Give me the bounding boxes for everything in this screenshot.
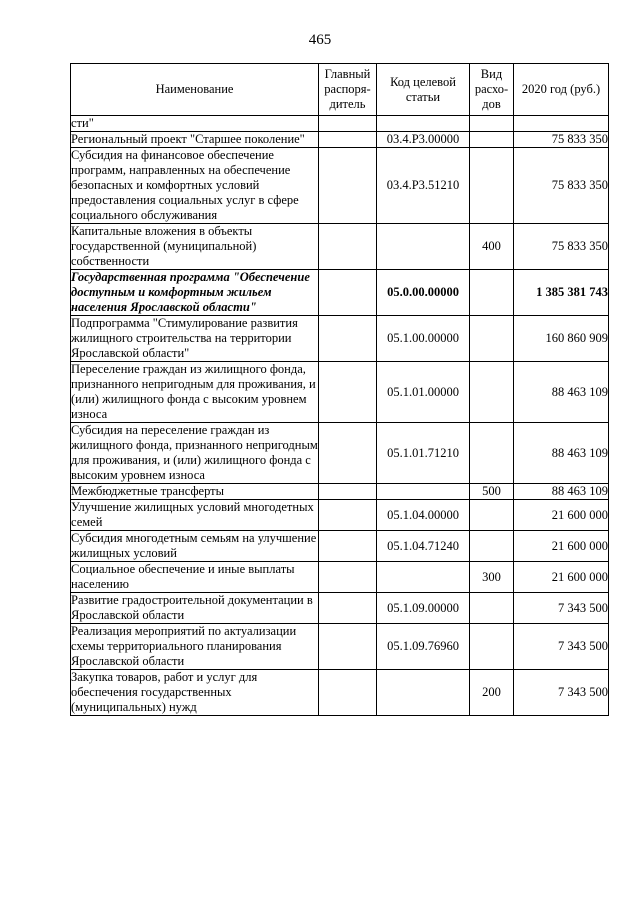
row-code: 05.0.00.00000 — [377, 270, 470, 316]
table-row — [71, 132, 609, 148]
row-kind: 200 — [470, 670, 514, 716]
row-amount: 7 343 500 — [514, 624, 609, 670]
row-kind — [470, 132, 514, 148]
table-row — [71, 531, 609, 562]
row-kind — [470, 531, 514, 562]
row-code — [377, 562, 470, 593]
row-name: Закупка товаров, работ и услуг для обеспечения государственных (муниципальных) нужд — [71, 670, 319, 716]
row-code: 05.1.09.00000 — [377, 593, 470, 624]
row-kind: 500 — [470, 484, 514, 500]
row-code: 05.1.04.71240 — [377, 531, 470, 562]
row-kind — [470, 148, 514, 224]
row-name: Региональный проект "Старшее поколение" — [71, 132, 319, 148]
row-kind — [470, 593, 514, 624]
row-kind — [470, 316, 514, 362]
budget-table — [70, 63, 609, 716]
row-amount: 21 600 000 — [514, 562, 609, 593]
table-body — [71, 116, 609, 716]
row-code: 03.4.P3.00000 — [377, 132, 470, 148]
row-amount: 75 833 350 — [514, 148, 609, 224]
table-header-row — [71, 64, 609, 116]
header-admin: Главный распоря-дитель — [319, 64, 377, 116]
row-admin — [319, 116, 377, 132]
row-kind — [470, 500, 514, 531]
table-row — [71, 562, 609, 593]
row-name: сти" — [71, 116, 319, 132]
row-admin — [319, 224, 377, 270]
row-code: 05.1.00.00000 — [377, 316, 470, 362]
row-code — [377, 224, 470, 270]
row-amount: 7 343 500 — [514, 670, 609, 716]
row-name: Государственная программа "Обеспечение доступным и комфортным жильем населения Ярославской области" — [71, 270, 319, 316]
row-amount: 160 860 909 — [514, 316, 609, 362]
row-code: 05.1.04.00000 — [377, 500, 470, 531]
row-kind — [470, 423, 514, 484]
row-amount: 88 463 109 — [514, 423, 609, 484]
row-code: 05.1.01.71210 — [377, 423, 470, 484]
row-kind — [470, 362, 514, 423]
row-name: Подпрограмма "Стимулирование развития жилищного строительства на территории Ярославской области" — [71, 316, 319, 362]
table-row — [71, 624, 609, 670]
row-admin — [319, 531, 377, 562]
row-admin — [319, 132, 377, 148]
row-admin — [319, 270, 377, 316]
header-amount: 2020 год (руб.) — [514, 64, 609, 116]
table-row — [71, 224, 609, 270]
row-amount: 88 463 109 — [514, 362, 609, 423]
row-name: Переселение граждан из жилищного фонда, признанного непригодным для проживания, и (или) жилищного фонда с высоким уровнем износа — [71, 362, 319, 423]
row-name: Улучшение жилищных условий многодетных семей — [71, 500, 319, 531]
row-admin — [319, 562, 377, 593]
row-admin — [319, 624, 377, 670]
row-admin — [319, 593, 377, 624]
row-amount: 7 343 500 — [514, 593, 609, 624]
row-kind — [470, 116, 514, 132]
table-row — [71, 362, 609, 423]
row-kind: 400 — [470, 224, 514, 270]
row-amount: 21 600 000 — [514, 531, 609, 562]
row-kind — [470, 270, 514, 316]
page-number: 465 — [308, 32, 332, 48]
row-name: Субсидия на финансовое обеспечение программ, направленных на обеспечение безопасных и комфортных условий предоставления социальных услуг в сфере социального обслуживания — [71, 148, 319, 224]
row-code — [377, 484, 470, 500]
row-admin — [319, 423, 377, 484]
row-code: 03.4.P3.51210 — [377, 148, 470, 224]
row-amount: 21 600 000 — [514, 500, 609, 531]
row-admin — [319, 500, 377, 531]
table-row — [71, 484, 609, 500]
table-row — [71, 500, 609, 531]
header-name: Наименование — [71, 64, 319, 116]
row-kind: 300 — [470, 562, 514, 593]
row-name: Капитальные вложения в объекты государственной (муниципальной) собственности — [71, 224, 319, 270]
header-kind: Вид расхо-дов — [470, 64, 514, 116]
row-kind — [470, 624, 514, 670]
row-code: 05.1.01.00000 — [377, 362, 470, 423]
row-name: Субсидия многодетным семьям на улучшение жилищных условий — [71, 531, 319, 562]
table-row — [71, 670, 609, 716]
row-name: Социальное обеспечение и иные выплаты населению — [71, 562, 319, 593]
row-admin — [319, 148, 377, 224]
row-name: Межбюджетные трансферты — [71, 484, 319, 500]
row-name: Субсидия на переселение граждан из жилищного фонда, признанного непригодным для проживания, и (или) жилищного фонда с высоким уровнем износа — [71, 423, 318, 482]
row-name: Развитие градостроительной документации в Ярославской области — [71, 593, 319, 624]
row-name: Реализация мероприятий по актуализации схемы территориального планирования Ярославской области — [71, 624, 319, 670]
row-admin — [319, 484, 377, 500]
row-admin — [319, 670, 377, 716]
row-code: 05.1.09.76960 — [377, 624, 470, 670]
row-amount: 75 833 350 — [514, 132, 609, 148]
table-row — [71, 316, 609, 362]
row-admin — [319, 316, 377, 362]
row-amount: 1 385 381 743 — [514, 270, 609, 316]
row-amount: 75 833 350 — [514, 224, 609, 270]
row-amount — [514, 116, 609, 132]
table-row — [71, 116, 609, 132]
header-code: Код целевой статьи — [377, 64, 470, 116]
table-row — [71, 270, 609, 316]
row-code — [377, 670, 470, 716]
table-row — [71, 423, 609, 484]
row-code — [377, 116, 470, 132]
row-amount: 88 463 109 — [514, 484, 609, 500]
table-row — [71, 593, 609, 624]
row-admin — [319, 362, 377, 423]
table-row — [71, 148, 609, 224]
